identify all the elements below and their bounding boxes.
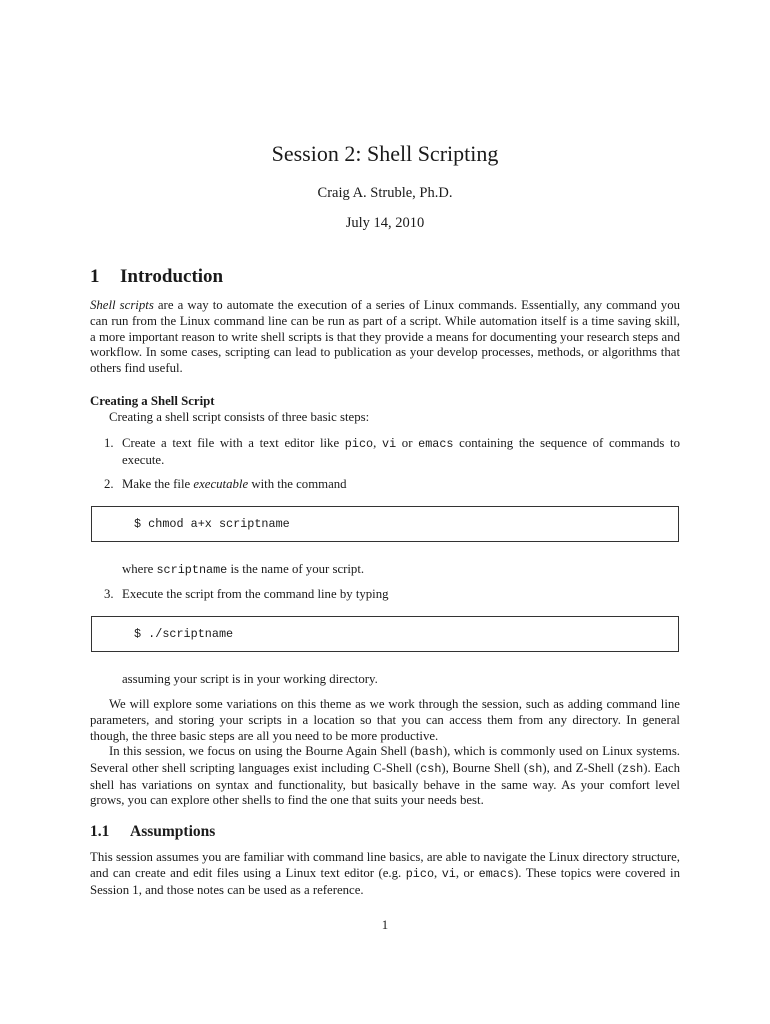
list-marker: 1. xyxy=(104,436,114,450)
code-vi: vi xyxy=(381,437,397,451)
step-text: Make the file xyxy=(122,477,194,491)
step-text: , xyxy=(373,436,382,450)
followup-text: assuming your script is in your working directory. xyxy=(122,672,378,686)
step-emphasis: executable xyxy=(193,477,249,491)
code-emacs: emacs xyxy=(478,866,515,881)
step-2-followup xyxy=(104,562,680,579)
step-text: or xyxy=(396,436,419,450)
section-number: 1 xyxy=(90,266,100,287)
list-item-text xyxy=(122,436,680,469)
section-title: Introduction xyxy=(120,266,224,287)
para-text: This session assumes you are familiar with command line basics, are able to navigate the Linux directory structure, and can create and edit files using a Linux text editor (e.g. xyxy=(90,850,680,880)
creating-script-paragraph xyxy=(90,394,680,426)
list-item-step-3 xyxy=(104,587,680,603)
code-command: $ chmod a+x scriptname xyxy=(134,517,290,531)
section-heading-introduction xyxy=(90,266,223,288)
creating-script-heading: Creating a Shell Script xyxy=(90,394,215,408)
step-text: Create a text file with a text editor like xyxy=(122,436,345,450)
para-text: ), and Z-Shell ( xyxy=(542,760,622,775)
section-title: Assumptions xyxy=(130,823,216,840)
variations-paragraph: We will explore some variations on this theme as we work through the session, such as adding command line parameters, and storing your scripts in a location so that you can access them from any directory. In general though, the three basic steps are all you need to be more productive. xyxy=(90,697,680,743)
code-block-chmod xyxy=(91,506,679,542)
para-text: , xyxy=(434,865,442,880)
code-vi: vi xyxy=(441,866,456,881)
para-text: ), which is commonly used on Linux systems. Several other shell scripting languages exist including C-Shell ( xyxy=(90,744,680,775)
para-text: ). Each shell has variations on syntax and functionality, but basically behave in the same way. As your comfort level grows, you can explore other shells to find the one that suits your needs best. xyxy=(90,760,680,808)
para-text: In this session, we focus on using the Bourne Again Shell ( xyxy=(109,744,415,758)
list-marker: 2. xyxy=(104,477,114,491)
assumptions-paragraph xyxy=(90,850,680,898)
section-number: 1.1 xyxy=(90,823,110,840)
step-text: containing the sequence of commands to execute. xyxy=(122,436,680,467)
code-sh: sh xyxy=(528,761,543,776)
list-item-step-2 xyxy=(104,477,680,493)
creating-script-lead: Creating a shell script consists of three basic steps: xyxy=(109,409,370,424)
code-zsh: zsh xyxy=(622,761,644,776)
step-3-followup xyxy=(104,672,680,688)
code-bash: bash xyxy=(414,745,443,759)
page-number: 1 xyxy=(381,918,389,932)
code-command: $ ./scriptname xyxy=(134,627,234,641)
code-csh: csh xyxy=(420,761,442,776)
followup-text xyxy=(122,562,680,579)
para-text: , or xyxy=(455,865,479,880)
para-text: ), Bourne Shell ( xyxy=(441,760,529,775)
list-marker: 3. xyxy=(104,587,114,601)
document-title: Session 2: Shell Scripting xyxy=(271,141,499,166)
bash-paragraph xyxy=(90,744,680,809)
intro-paragraph xyxy=(90,298,680,377)
list-item-text: Execute the script from the command line by typing xyxy=(122,587,389,601)
code-block-run xyxy=(91,616,679,652)
intro-emphasis: Shell scripts xyxy=(90,298,154,312)
code-pico: pico xyxy=(344,437,374,451)
followup-part: is the name of your script. xyxy=(227,562,365,576)
code-scriptname: scriptname xyxy=(156,563,228,577)
para-text: ). These topics were covered in Session 1, and those notes can be used as a reference. xyxy=(90,865,680,897)
intro-text: are a way to automate the execution of a series of Linux commands. Essentially, any command you can run from the Linux command line can be run as part of a script. While automation itself is a time saving skill, a more important reason to write shell scripts is that they provide a means for documenting your research steps and workflow. In some cases, scripting can lead to publication as your develop processes, methods, or algorithms that others find useful. xyxy=(90,298,680,376)
section-heading-assumptions xyxy=(90,823,215,841)
document-date: July 14, 2010 xyxy=(345,215,425,231)
step-text: with the command xyxy=(248,477,347,491)
list-item-step-1 xyxy=(104,436,680,469)
list-item-text xyxy=(122,477,680,493)
code-emacs: emacs xyxy=(418,437,454,451)
document-author: Craig A. Struble, Ph.D. xyxy=(317,185,453,201)
followup-part: where xyxy=(122,562,157,576)
code-pico: pico xyxy=(405,866,435,881)
